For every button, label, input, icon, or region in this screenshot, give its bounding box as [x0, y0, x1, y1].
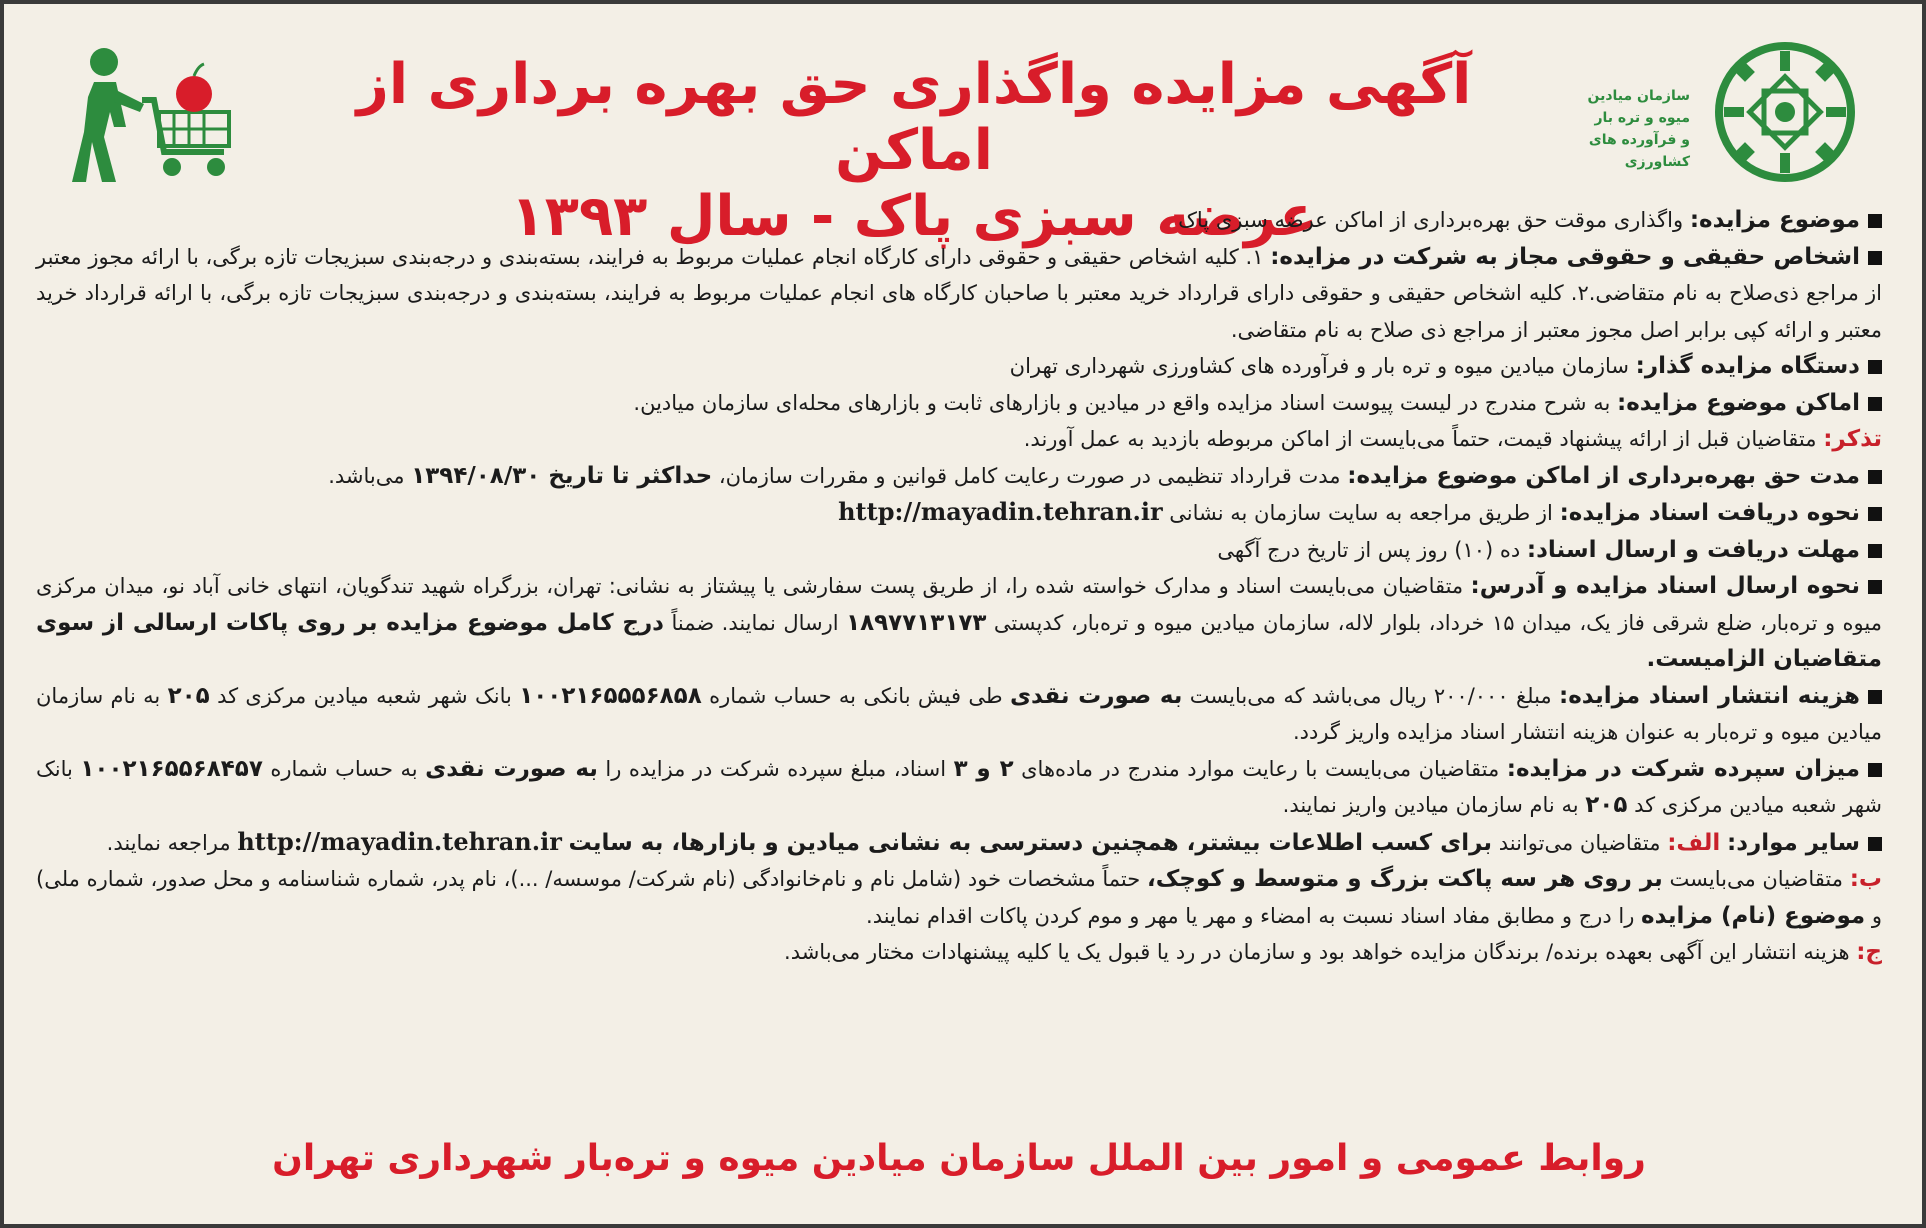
item-b-label: ب: [1849, 866, 1882, 892]
bullet-icon [1868, 214, 1882, 228]
section-text: سازمان میادین میوه و تره بار و فرآورده های کشاورزی شهرداری تهران [1009, 354, 1629, 378]
section-other [36, 824, 1882, 862]
advertisement-body [36, 202, 1882, 971]
branch-code: ۲۰۵ [167, 682, 210, 709]
bullet-icon [1868, 507, 1882, 521]
section-text: واگذاری موقت حق بهره‌برداری از اماکن عرضه سبزی پاک [1178, 208, 1684, 232]
bullet-icon [1868, 690, 1882, 704]
section-emphasis: برای کسب اطلاعات بیشتر، همچنین دسترسی به نشانی میادین و بازارها، به سایت [568, 829, 1493, 856]
section-text: مدت قرارداد تنظیمی در صورت رعایت کامل قوانین و مقررات سازمان، [718, 463, 1341, 488]
bullet-icon [1868, 470, 1882, 484]
section-emphasis: درج کامل موضوع مزایده بر روی پاکات ارسالی از سوی متقاضیان الزامیست. [36, 609, 1882, 672]
bullet-icon [1868, 251, 1882, 265]
section-label: سایر موارد: [1727, 829, 1860, 856]
organization-logo [1490, 37, 1890, 197]
bullet-icon [1868, 837, 1882, 851]
section-organizer [36, 348, 1882, 385]
section-text: ۱. کلیه اشخاص حقیقی و حقوقی دارای کارگاه انجام عملیات مربوط به فرایند، بسته‌بندی و درجه‌بندی سبزیجات تازه برگی، با ارائه مجوز معتبر از مراجع ذی‌صلاح به نام متقاضی.۲. کلیه اشخاص حقیقی و حقوقی دارای قرارداد خرید معتبر با صاحبان کارگاه های انجام عملیات مربوط به فرایند، بسته‌بندی و درجه‌بندی سبزیجات تازه برگی، با ارائه قرارداد خرید معتبر و ارائه کپی برابر اصل مجوز معتبر از مراجع ذی صلاح به نام متقاضی. [36, 244, 1882, 342]
bullet-icon [1868, 544, 1882, 558]
logo-text-line: سازمان میادین [1587, 88, 1690, 104]
account-number: ۱۰۰۲۱۶۵۵۵۶۸۵۸ [519, 682, 702, 709]
section-text: متقاضیان می‌بایست اسناد و مدارک خواسته شده را، از طریق پست سفارشی یا پیشتاز به نشانی: تهران، بزرگراه شهید تندگویان، انتهای خانی آباد نو، میدان مرکزی میوه و تره‌بار، ضلع شرقی فاز یک، میدان ۱۵ خرداد، بلوار لاله، سازمان میادین میوه و تره‌بار، کدپستی [36, 574, 1882, 635]
section-duration [36, 458, 1882, 495]
section-text: هزینه انتشار این آگهی بعهده برنده/ برندگان مزایده خواهد بود و سازمان در رد یا قبول یک یا کلیه پیشنهادات مختار می‌باشد. [784, 940, 1850, 964]
logo-text-line: میوه و تره بار [1594, 110, 1690, 126]
section-text: مبلغ ۲۰۰/۰۰۰ ریال می‌باشد که می‌بایست [1189, 683, 1552, 708]
section-label: اماکن موضوع مزایده: [1617, 389, 1860, 416]
bullet-icon [1868, 763, 1882, 777]
bullet-icon [1868, 580, 1882, 594]
section-deposit [36, 751, 1882, 824]
item-alef-label: الف: [1667, 829, 1721, 856]
logo-text-line: و فرآورده های [1588, 132, 1690, 148]
section-text: متقاضیان قبل از ارائه پیشنهاد قیمت، حتماً می‌بایست از اماکن مربوطه بازدید به عمل آورند. [1023, 427, 1817, 451]
section-emphasis: ۲ و ۳ [953, 755, 1014, 782]
section-emphasis: بر روی هر سه پاکت بزرگ و متوسط و کوچک، [1146, 866, 1663, 892]
shopping-cart-icon [64, 42, 244, 192]
website-link[interactable]: http://mayadin.tehran.ir [838, 497, 1163, 526]
section-fee [36, 678, 1882, 751]
tehran-municipality-emblem-icon [1710, 37, 1860, 187]
section-text: اسناد، مبلغ سپرده شرکت در مزایده را [605, 756, 947, 781]
website-link[interactable]: http://mayadin.tehran.ir [237, 826, 562, 856]
section-item-j [36, 934, 1882, 971]
section-text: می‌باشد. [328, 463, 405, 488]
section-emphasis: به صورت نقدی [1009, 682, 1183, 709]
section-text: به نام سازمان میادین میوه و تره‌بار به عنوان هزینه انتشار اسناد مزایده واریز گردد. [36, 683, 1882, 744]
section-deadline [36, 532, 1882, 569]
section-label: نحوه ارسال اسناد مزایده و آدرس: [1470, 573, 1860, 599]
bullet-icon [1868, 360, 1882, 374]
section-label: دستگاه مزایده گذار: [1635, 353, 1860, 379]
footer-signature: روابط عمومی و امور بین الملل سازمان میادین میوه و تره‌بار شهرداری تهران [272, 1138, 1646, 1179]
section-label: مهلت دریافت و ارسال اسناد: [1526, 536, 1860, 563]
section-note [36, 421, 1882, 458]
section-text: به شرح مندرج در لیست پیوست اسناد مزایده واقع در میادین و بازارهای ثابت و بازارهای محله‌ای سازمان میادین. [633, 390, 1611, 415]
logo-text-line: کشاورزی [1624, 154, 1690, 170]
section-label: اشخاص حقیقی و حقوقی مجاز به شرکت در مزایده: [1270, 243, 1860, 270]
logo-text [1520, 85, 1690, 173]
bullet-icon [1868, 397, 1882, 411]
section-text: ده (۱۰) روز پس از تاریخ درج آگهی [1217, 537, 1521, 562]
section-text: بانک شهر شعبه میادین مرکزی کد [36, 756, 1882, 817]
section-text: طی فیش بانکی به حساب شماره [709, 683, 1003, 708]
section-subject [36, 202, 1882, 239]
headline-line-2: عرضه سبزی پاک - سال ۱۳۹۳ [510, 184, 1318, 249]
section-text: بانک شهر شعبه میادین مرکزی کد [217, 683, 512, 708]
section-text: متقاضیان می‌توانند [1498, 830, 1661, 855]
account-number: ۱۰۰۲۱۶۵۵۶۸۴۵۷ [80, 755, 263, 782]
note-label: تذکر: [1823, 426, 1882, 452]
section-label: موضوع مزایده: [1689, 207, 1860, 233]
section-places [36, 385, 1882, 422]
section-text: متقاضیان می‌بایست [1669, 867, 1843, 891]
section-label: مدت حق بهره‌برداری از اماکن موضوع مزایده: [1347, 462, 1860, 489]
section-label: نحوه دریافت اسناد مزایده: [1559, 500, 1860, 526]
section-text: به حساب شماره [270, 756, 418, 781]
section-text: متقاضیان می‌بایست با رعایت موارد مندرج در ماده‌های [1021, 756, 1500, 781]
duration-deadline: حداکثر تا تاریخ ۱۳۹۴/۰۸/۳۰ [411, 462, 713, 489]
section-text: ارسال نمایند. ضمناً [671, 610, 839, 635]
headline-line-1: آگهی مزایده واگذاری حق بهره برداری از اماکن [356, 52, 1472, 183]
section-send [36, 568, 1882, 678]
section-text: مراجعه نمایند. [106, 830, 231, 855]
section-eligible [36, 239, 1882, 349]
section-text: از طریق مراجعه به سایت سازمان به نشانی [1169, 501, 1553, 525]
section-text: را درج و مطابق مفاد اسناد نسبت به امضاء و مهر یا مهر و موم کردن پاکات اقدام نمایند. [866, 903, 1635, 928]
section-label: میزان سپرده شرکت در مزایده: [1506, 755, 1861, 782]
section-item-b [36, 861, 1882, 934]
item-j-label: ج: [1856, 939, 1882, 965]
section-text: حتماً مشخصات خود (شامل نام و نام‌خانوادگی (نام شرکت/ موسسه/ ...)، نام پدر، شماره شناسنامه و محل صدور، شماره ملی) و [36, 867, 1882, 928]
postal-code: ۱۸۹۷۷۱۳۱۷۳ [846, 609, 987, 636]
section-text: به نام سازمان میادین واریز نمایند. [1282, 793, 1579, 817]
section-emphasis: موضوع (نام) مزایده [1641, 902, 1866, 929]
section-label: هزینه انتشار اسناد مزایده: [1559, 682, 1860, 709]
section-receive [36, 494, 1882, 532]
section-emphasis: به صورت نقدی [425, 755, 598, 782]
branch-code: ۲۰۵ [1585, 792, 1628, 818]
